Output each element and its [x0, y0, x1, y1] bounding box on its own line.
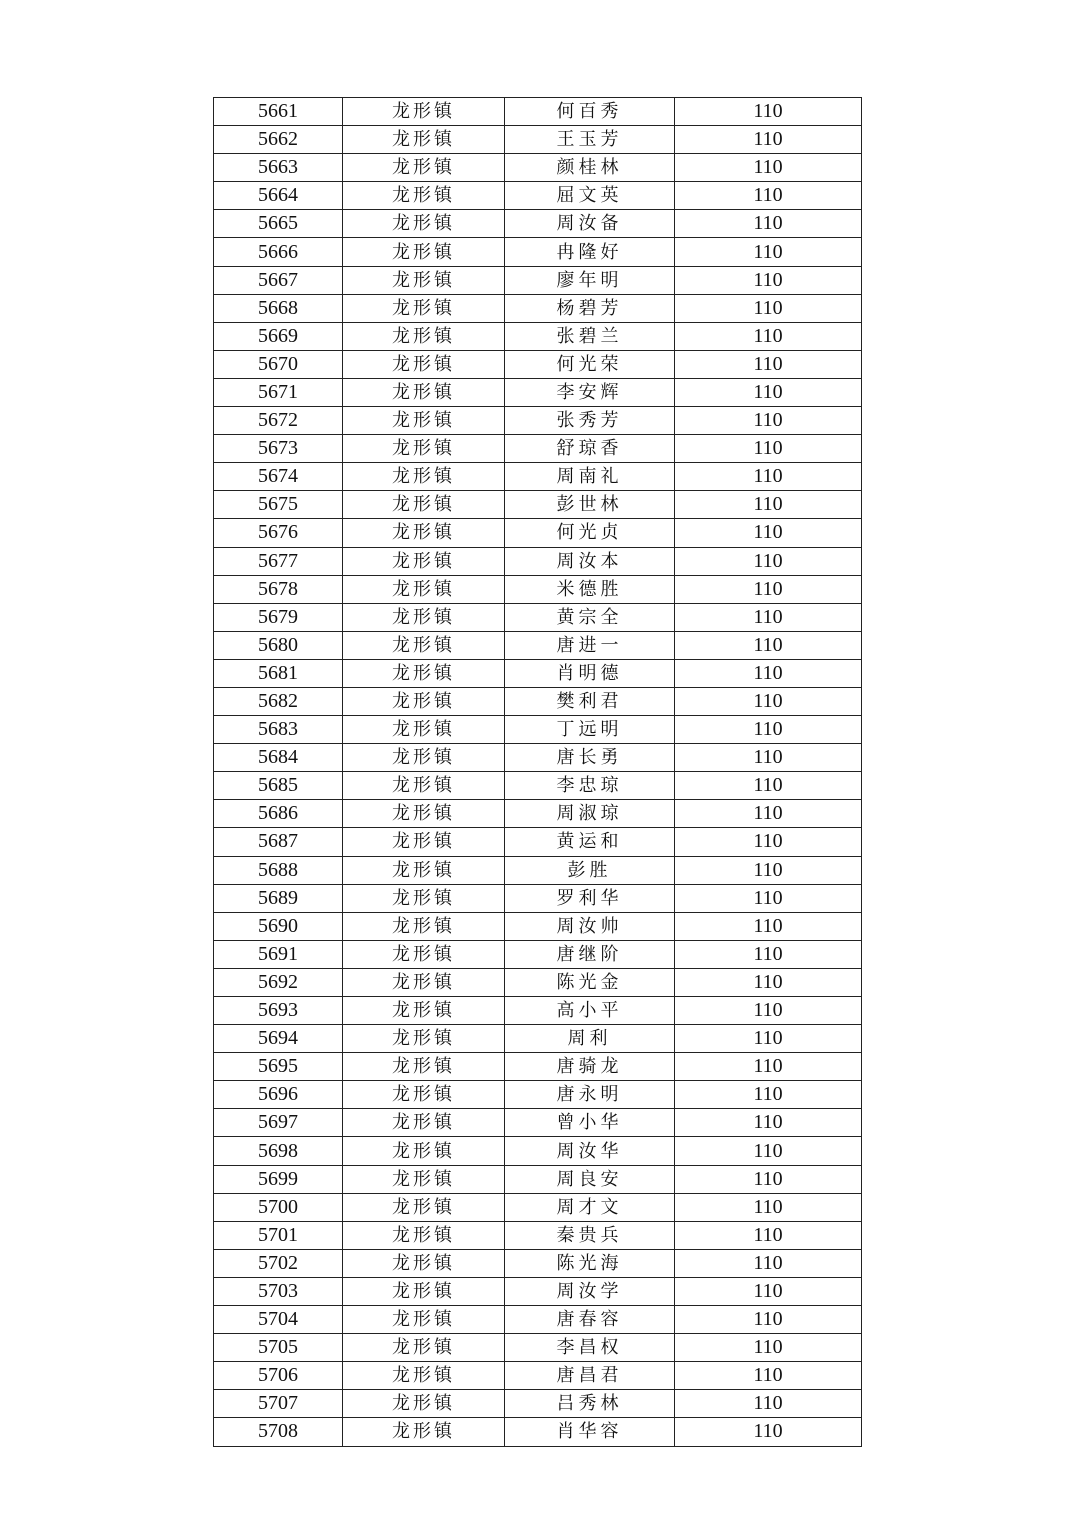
cell-name: 周利	[505, 1025, 675, 1053]
table-row	[214, 1306, 862, 1334]
cell-amount: 110	[675, 210, 862, 238]
cell-amount: 110	[675, 575, 862, 603]
cell-town: 龙形镇	[343, 884, 505, 912]
cell-name: 杨碧芳	[505, 294, 675, 322]
cell-name: 高小平	[505, 997, 675, 1025]
cell-name: 冉隆好	[505, 238, 675, 266]
table-row	[214, 687, 862, 715]
table-row	[214, 238, 862, 266]
cell-town: 龙形镇	[343, 1137, 505, 1165]
cell-town: 龙形镇	[343, 912, 505, 940]
cell-amount: 110	[675, 1025, 862, 1053]
cell-number: 5691	[214, 940, 343, 968]
cell-town: 龙形镇	[343, 1081, 505, 1109]
cell-name: 李安辉	[505, 378, 675, 406]
table-row	[214, 1025, 862, 1053]
cell-town: 龙形镇	[343, 547, 505, 575]
cell-amount: 110	[675, 940, 862, 968]
cell-number: 5683	[214, 716, 343, 744]
cell-number: 5665	[214, 210, 343, 238]
cell-amount: 110	[675, 322, 862, 350]
cell-name: 肖华容	[505, 1418, 675, 1446]
cell-amount: 110	[675, 126, 862, 154]
table-row	[214, 98, 862, 126]
table-row	[214, 744, 862, 772]
roster-table	[213, 97, 862, 1447]
cell-town: 龙形镇	[343, 659, 505, 687]
cell-name: 曾小华	[505, 1109, 675, 1137]
cell-number: 5667	[214, 266, 343, 294]
table-row	[214, 716, 862, 744]
cell-number: 5663	[214, 154, 343, 182]
cell-number: 5666	[214, 238, 343, 266]
cell-name: 樊利君	[505, 687, 675, 715]
table-row	[214, 378, 862, 406]
cell-name: 王玉芳	[505, 126, 675, 154]
cell-name: 周汝帅	[505, 912, 675, 940]
table-row	[214, 1390, 862, 1418]
table-row	[214, 856, 862, 884]
cell-name: 周汝学	[505, 1277, 675, 1305]
table-row	[214, 1277, 862, 1305]
cell-town: 龙形镇	[343, 435, 505, 463]
cell-name: 秦贵兵	[505, 1221, 675, 1249]
table-row	[214, 519, 862, 547]
cell-amount: 110	[675, 1081, 862, 1109]
table-row	[214, 210, 862, 238]
cell-number: 5682	[214, 687, 343, 715]
cell-town: 龙形镇	[343, 828, 505, 856]
cell-town: 龙形镇	[343, 210, 505, 238]
cell-number: 5672	[214, 407, 343, 435]
cell-name: 周汝备	[505, 210, 675, 238]
cell-town: 龙形镇	[343, 687, 505, 715]
cell-town: 龙形镇	[343, 1193, 505, 1221]
cell-name: 张秀芳	[505, 407, 675, 435]
cell-amount: 110	[675, 435, 862, 463]
cell-town: 龙形镇	[343, 350, 505, 378]
cell-town: 龙形镇	[343, 631, 505, 659]
cell-number: 5703	[214, 1277, 343, 1305]
cell-number: 5692	[214, 968, 343, 996]
cell-town: 龙形镇	[343, 1249, 505, 1277]
table-row	[214, 828, 862, 856]
table-row	[214, 912, 862, 940]
cell-number: 5690	[214, 912, 343, 940]
cell-amount: 110	[675, 182, 862, 210]
cell-town: 龙形镇	[343, 266, 505, 294]
cell-town: 龙形镇	[343, 154, 505, 182]
table-row	[214, 182, 862, 210]
cell-name: 唐长勇	[505, 744, 675, 772]
cell-amount: 110	[675, 1249, 862, 1277]
cell-amount: 110	[675, 772, 862, 800]
table-row	[214, 350, 862, 378]
cell-name: 颜桂林	[505, 154, 675, 182]
cell-town: 龙形镇	[343, 1277, 505, 1305]
cell-number: 5706	[214, 1362, 343, 1390]
cell-town: 龙形镇	[343, 940, 505, 968]
cell-amount: 110	[675, 1418, 862, 1446]
cell-town: 龙形镇	[343, 491, 505, 519]
cell-name: 周淑琼	[505, 800, 675, 828]
cell-number: 5684	[214, 744, 343, 772]
cell-town: 龙形镇	[343, 126, 505, 154]
cell-name: 彭世林	[505, 491, 675, 519]
cell-amount: 110	[675, 744, 862, 772]
cell-name: 丁远明	[505, 716, 675, 744]
table-row	[214, 294, 862, 322]
cell-amount: 110	[675, 1221, 862, 1249]
cell-name: 吕秀林	[505, 1390, 675, 1418]
table-row	[214, 322, 862, 350]
cell-town: 龙形镇	[343, 322, 505, 350]
table-row	[214, 884, 862, 912]
roster-table-body	[214, 98, 862, 1447]
cell-name: 唐骑龙	[505, 1053, 675, 1081]
cell-amount: 110	[675, 463, 862, 491]
cell-amount: 110	[675, 519, 862, 547]
table-row	[214, 800, 862, 828]
cell-number: 5701	[214, 1221, 343, 1249]
cell-number: 5694	[214, 1025, 343, 1053]
cell-amount: 110	[675, 1334, 862, 1362]
cell-amount: 110	[675, 378, 862, 406]
cell-amount: 110	[675, 154, 862, 182]
table-row	[214, 154, 862, 182]
table-row	[214, 1334, 862, 1362]
cell-amount: 110	[675, 1306, 862, 1334]
table-row	[214, 547, 862, 575]
cell-town: 龙形镇	[343, 98, 505, 126]
table-row	[214, 491, 862, 519]
cell-number: 5687	[214, 828, 343, 856]
cell-number: 5685	[214, 772, 343, 800]
cell-number: 5676	[214, 519, 343, 547]
cell-town: 龙形镇	[343, 1165, 505, 1193]
cell-name: 陈光海	[505, 1249, 675, 1277]
cell-number: 5680	[214, 631, 343, 659]
cell-name: 周良安	[505, 1165, 675, 1193]
cell-name: 周汝本	[505, 547, 675, 575]
cell-town: 龙形镇	[343, 238, 505, 266]
cell-amount: 110	[675, 1053, 862, 1081]
cell-name: 肖明德	[505, 659, 675, 687]
cell-town: 龙形镇	[343, 744, 505, 772]
cell-amount: 110	[675, 1193, 862, 1221]
cell-town: 龙形镇	[343, 1306, 505, 1334]
cell-amount: 110	[675, 800, 862, 828]
cell-name: 李昌权	[505, 1334, 675, 1362]
cell-number: 5673	[214, 435, 343, 463]
cell-number: 5702	[214, 1249, 343, 1277]
table-row	[214, 1081, 862, 1109]
table-row	[214, 997, 862, 1025]
cell-town: 龙形镇	[343, 519, 505, 547]
table-row	[214, 772, 862, 800]
table-row	[214, 1165, 862, 1193]
cell-amount: 110	[675, 687, 862, 715]
table-row	[214, 940, 862, 968]
cell-amount: 110	[675, 98, 862, 126]
cell-number: 5699	[214, 1165, 343, 1193]
cell-name: 何光荣	[505, 350, 675, 378]
cell-amount: 110	[675, 1165, 862, 1193]
cell-name: 陈光金	[505, 968, 675, 996]
cell-name: 何光贞	[505, 519, 675, 547]
table-row	[214, 266, 862, 294]
cell-amount: 110	[675, 491, 862, 519]
cell-name: 舒琼香	[505, 435, 675, 463]
cell-town: 龙形镇	[343, 407, 505, 435]
cell-name: 周南礼	[505, 463, 675, 491]
cell-number: 5693	[214, 997, 343, 1025]
cell-amount: 110	[675, 884, 862, 912]
cell-number: 5695	[214, 1053, 343, 1081]
cell-amount: 110	[675, 968, 862, 996]
cell-name: 屈文英	[505, 182, 675, 210]
cell-town: 龙形镇	[343, 1109, 505, 1137]
table-row	[214, 1249, 862, 1277]
cell-name: 廖年明	[505, 266, 675, 294]
cell-amount: 110	[675, 407, 862, 435]
cell-number: 5686	[214, 800, 343, 828]
cell-number: 5669	[214, 322, 343, 350]
cell-amount: 110	[675, 266, 862, 294]
cell-name: 唐永明	[505, 1081, 675, 1109]
cell-name: 唐春容	[505, 1306, 675, 1334]
table-row	[214, 435, 862, 463]
cell-amount: 110	[675, 603, 862, 631]
cell-name: 李忠琼	[505, 772, 675, 800]
table-row	[214, 1362, 862, 1390]
cell-number: 5661	[214, 98, 343, 126]
cell-amount: 110	[675, 828, 862, 856]
table-row	[214, 1137, 862, 1165]
cell-amount: 110	[675, 1390, 862, 1418]
cell-number: 5670	[214, 350, 343, 378]
cell-name: 张碧兰	[505, 322, 675, 350]
table-row	[214, 1053, 862, 1081]
cell-number: 5668	[214, 294, 343, 322]
cell-number: 5671	[214, 378, 343, 406]
cell-number: 5700	[214, 1193, 343, 1221]
table-row	[214, 659, 862, 687]
cell-amount: 110	[675, 912, 862, 940]
cell-number: 5662	[214, 126, 343, 154]
cell-town: 龙形镇	[343, 575, 505, 603]
cell-town: 龙形镇	[343, 378, 505, 406]
cell-town: 龙形镇	[343, 1418, 505, 1446]
cell-number: 5675	[214, 491, 343, 519]
cell-name: 唐昌君	[505, 1362, 675, 1390]
cell-name: 周汝华	[505, 1137, 675, 1165]
cell-number: 5664	[214, 182, 343, 210]
cell-town: 龙形镇	[343, 968, 505, 996]
table-row	[214, 1221, 862, 1249]
cell-number: 5678	[214, 575, 343, 603]
cell-name: 周才文	[505, 1193, 675, 1221]
cell-name: 罗利华	[505, 884, 675, 912]
cell-amount: 110	[675, 350, 862, 378]
cell-name: 彭胜	[505, 856, 675, 884]
cell-town: 龙形镇	[343, 1025, 505, 1053]
cell-amount: 110	[675, 238, 862, 266]
cell-town: 龙形镇	[343, 772, 505, 800]
cell-number: 5689	[214, 884, 343, 912]
cell-town: 龙形镇	[343, 997, 505, 1025]
cell-name: 米德胜	[505, 575, 675, 603]
table-row	[214, 575, 862, 603]
cell-number: 5681	[214, 659, 343, 687]
cell-number: 5697	[214, 1109, 343, 1137]
cell-number: 5674	[214, 463, 343, 491]
cell-amount: 110	[675, 856, 862, 884]
cell-number: 5708	[214, 1418, 343, 1446]
cell-name: 唐继阶	[505, 940, 675, 968]
cell-amount: 110	[675, 1277, 862, 1305]
cell-number: 5704	[214, 1306, 343, 1334]
cell-amount: 110	[675, 716, 862, 744]
cell-town: 龙形镇	[343, 716, 505, 744]
cell-name: 黄运和	[505, 828, 675, 856]
cell-name: 唐进一	[505, 631, 675, 659]
cell-town: 龙形镇	[343, 182, 505, 210]
cell-amount: 110	[675, 997, 862, 1025]
table-row	[214, 126, 862, 154]
cell-amount: 110	[675, 659, 862, 687]
cell-number: 5705	[214, 1334, 343, 1362]
cell-amount: 110	[675, 294, 862, 322]
cell-amount: 110	[675, 1109, 862, 1137]
table-row	[214, 603, 862, 631]
cell-town: 龙形镇	[343, 800, 505, 828]
table-row	[214, 1418, 862, 1446]
cell-town: 龙形镇	[343, 294, 505, 322]
cell-town: 龙形镇	[343, 1390, 505, 1418]
cell-amount: 110	[675, 1362, 862, 1390]
table-row	[214, 968, 862, 996]
table-row	[214, 463, 862, 491]
table-row	[214, 631, 862, 659]
cell-town: 龙形镇	[343, 603, 505, 631]
cell-town: 龙形镇	[343, 463, 505, 491]
cell-town: 龙形镇	[343, 1221, 505, 1249]
table-row	[214, 1193, 862, 1221]
cell-number: 5696	[214, 1081, 343, 1109]
table-row	[214, 407, 862, 435]
cell-number: 5707	[214, 1390, 343, 1418]
cell-town: 龙形镇	[343, 1334, 505, 1362]
cell-number: 5677	[214, 547, 343, 575]
cell-town: 龙形镇	[343, 1362, 505, 1390]
cell-number: 5688	[214, 856, 343, 884]
cell-town: 龙形镇	[343, 1053, 505, 1081]
cell-name: 黄宗全	[505, 603, 675, 631]
cell-town: 龙形镇	[343, 856, 505, 884]
cell-name: 何百秀	[505, 98, 675, 126]
cell-amount: 110	[675, 547, 862, 575]
table-row	[214, 1109, 862, 1137]
cell-amount: 110	[675, 1137, 862, 1165]
cell-number: 5679	[214, 603, 343, 631]
cell-amount: 110	[675, 631, 862, 659]
cell-number: 5698	[214, 1137, 343, 1165]
